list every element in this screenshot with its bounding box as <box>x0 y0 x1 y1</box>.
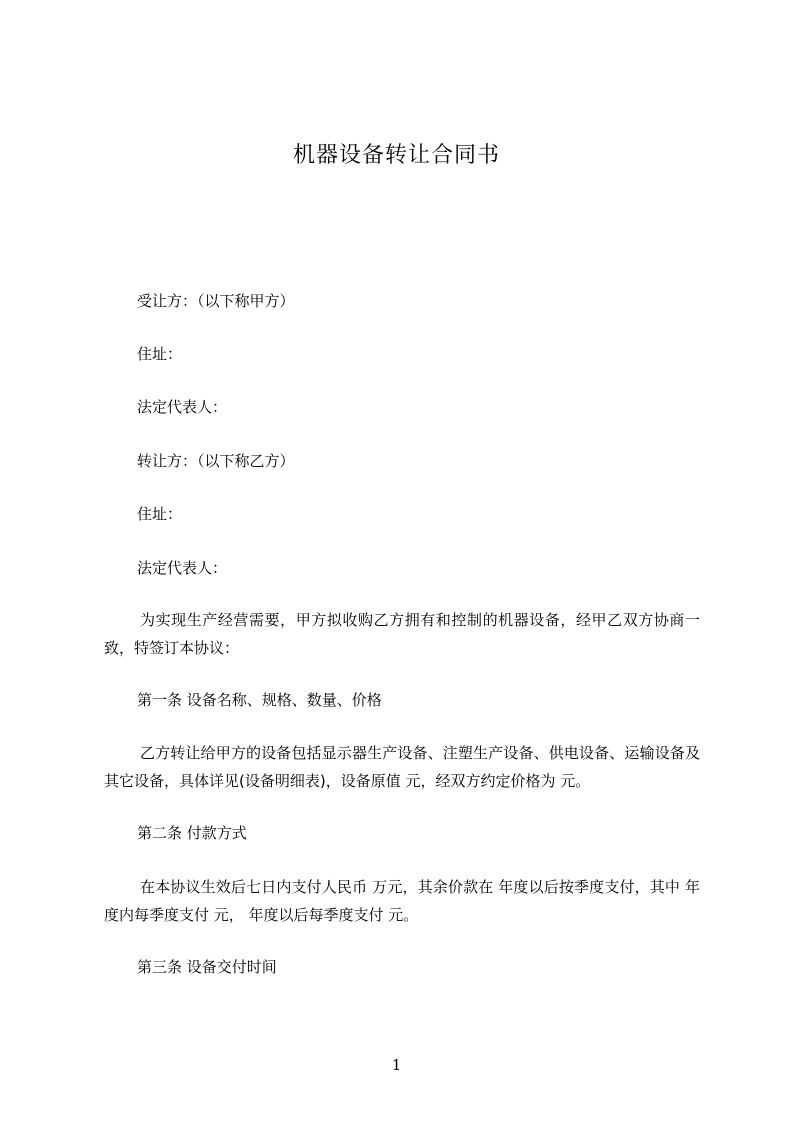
transferor-line: 转让方：（以下称乙方） <box>137 452 295 470</box>
transferor-address-line: 住址： <box>137 505 183 523</box>
article-2-heading: 第二条 付款方式 <box>137 824 247 842</box>
transferee-line: 受让方：（以下称甲方） <box>137 292 295 310</box>
page-number: 1 <box>391 1056 402 1074</box>
transferee-representative-line: 法定代表人： <box>137 398 228 416</box>
intro-paragraph: 为实现生产经营需要，甲方拟收购乙方拥有和控制的机器设备，经甲乙双方协商一致，特签订本协议： <box>104 611 700 657</box>
document-title: 机器设备转让合同书 <box>292 143 500 168</box>
transferor-representative-line: 法定代表人： <box>137 559 228 577</box>
article-3-heading: 第三条 设备交付时间 <box>137 958 277 976</box>
article-2-body: 在本协议生效后七日内支付人民币 万元，其余价款在 年度以后按季度支付，其中 年度内每季度支付 元， 年度以后每季度支付 元。 <box>104 878 700 924</box>
transferee-address-line: 住址： <box>137 345 183 363</box>
article-1-heading: 第一条 设备名称、规格、数量、价格 <box>137 691 382 709</box>
article-1-body: 乙方转让给甲方的设备包括显示器生产设备、注塑生产设备、供电设备、运输设备及其它设备，具体详见(设备明细表)，设备原值 元，经双方约定价格为 元。 <box>104 744 700 790</box>
